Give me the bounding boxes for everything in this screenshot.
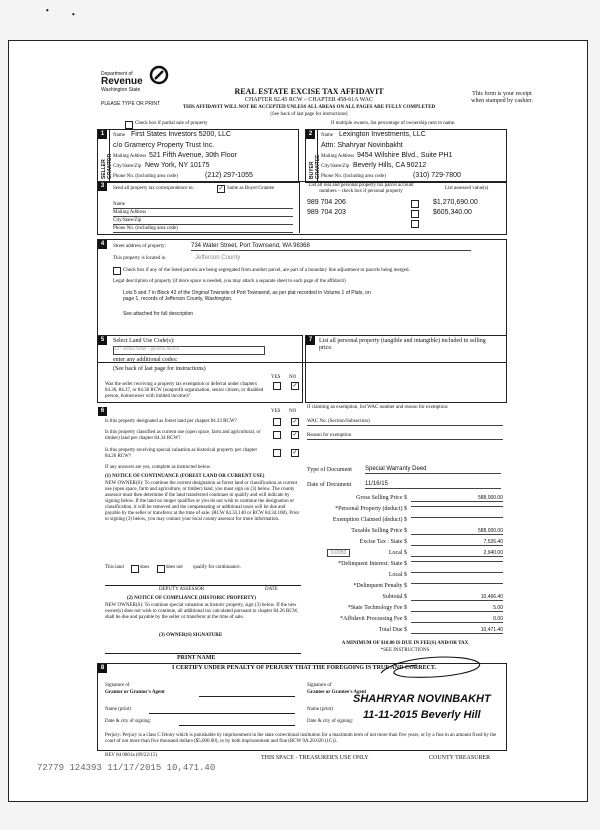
- notice-compliance-text: NEW OWNER(S): To continue special valuation as historic property, sign (3) below. If the new owner(s) does not wish to continue, all additional tax calculated pursuant to chapter 84.26 RCW, shall be due and payable by the seller or transferor at the time of sale.: [105, 603, 299, 620]
- land-use-see-back: (See back of last page for instructions): [113, 366, 206, 372]
- exemption-yes-checkbox[interactable]: [273, 382, 281, 390]
- land-use-select[interactable]: 52 - Retail trade - general merch: [113, 346, 265, 355]
- grantor-date-label: Date & city of signing:: [105, 719, 152, 724]
- owner-signature-label: (3) OWNER(S) SIGNATURE: [159, 633, 223, 638]
- deputy-assessor-label: DEPUTY ASSESSOR: [159, 587, 205, 592]
- assessed-value[interactable]: $1,270,690.00: [433, 199, 478, 206]
- parcel-number[interactable]: 989 704 203: [307, 209, 346, 216]
- tax-row: Excise Tax : State $ 7,526.40: [359, 539, 503, 545]
- personal-property-checkbox[interactable]: [411, 220, 419, 228]
- see-back-note: (See back of last page for instructions): [270, 112, 348, 117]
- tax-row: *Delinquent Interest: State $: [307, 560, 503, 571]
- legal-label: Legal description of property (if more space is needed, you may attach a separate sheet to each page of the affidavit): [113, 279, 346, 284]
- form-title: REAL ESTATE EXCISE TAX AFFIDAVIT: [234, 87, 384, 96]
- assessed-header: List assessed value(s): [445, 186, 489, 191]
- multiple-owners-note: If multiple owners, list percentage of ownership next to name.: [331, 121, 456, 126]
- buyer-city[interactable]: Beverly Hills, CA 90212: [353, 162, 427, 169]
- corr-city-label: City/State/Zip: [113, 218, 293, 225]
- historic-no-checkbox[interactable]: ✓: [292, 450, 298, 456]
- county-treasurer: COUNTY TREASURER: [429, 755, 491, 761]
- grantor-sig-label-2: Grantor or Grantor's Agent: [105, 690, 165, 695]
- buyer-phone-label: Phone No. (including area code): [321, 174, 386, 179]
- tax-value[interactable]: [411, 506, 503, 507]
- grantee-name-label: Name (print): [307, 707, 333, 712]
- buyer-name[interactable]: Lexington Investments, LLC: [339, 131, 426, 138]
- same-as-buyer-label: Same as Buyer/Grantee: [227, 186, 275, 191]
- section-number: 6: [98, 407, 107, 416]
- tax-value[interactable]: [411, 572, 503, 573]
- seller-name[interactable]: First States Investors 5200, LLC: [131, 131, 231, 138]
- treasurer-space: THIS SPACE - TREASURER'S USE ONLY: [261, 755, 369, 761]
- seller-name-label: Name: [113, 133, 125, 138]
- tax-row: Exemption Claimed (deduct) $: [307, 516, 503, 527]
- tax-value[interactable]: [411, 517, 503, 518]
- does-label: does: [140, 565, 150, 570]
- buyer-city-label: City/State/Zip: [321, 164, 350, 169]
- forest-land-question: Is this property designated as forest land per chapter 84.33 RCW?: [105, 419, 237, 424]
- wac-label: WAC No. (Section/Subsection): [307, 419, 503, 426]
- seller-name2[interactable]: c/o Gramercy Property Trust Inc.: [113, 142, 215, 149]
- segregated-label: Check box if any of the listed parcels are being segregated from another parcel, are part of a boundary line adjustment or parcels being merged.: [123, 268, 410, 273]
- section-number: 1: [98, 130, 107, 139]
- section-number: 2: [306, 130, 315, 139]
- same-as-buyer-checkbox[interactable]: ✓: [218, 186, 224, 192]
- partial-sale-label: Check box if partial sale of property: [135, 121, 208, 126]
- section-number: 5: [98, 336, 107, 345]
- tax-row: *Personal Property (deduct) $: [307, 505, 503, 516]
- treasurer-stamp: 72779 124393 11/17/2015 10,471.40: [37, 763, 216, 773]
- seller-phone[interactable]: (212) 297-1055: [205, 172, 253, 179]
- buyer-name-label: Name: [321, 133, 333, 138]
- tax-value[interactable]: 588,000.00: [411, 495, 503, 502]
- perjury-note: Perjury: Perjury is a class C felony which is punishable by imprisonment in the state correctional institution for a maximum term of not more than five years, or by a fine in an amount fixed by the court of not more than five thousand dollars ($5,000.00), or by both imprisonment and fine (RCW 9A.20.020 (1C)).: [105, 733, 497, 744]
- tax-row: Total Due $ 10,471.40: [378, 627, 503, 633]
- seller-phone-label: Phone No. (including area code): [113, 174, 178, 179]
- current-use-question: Is this property classified as current use (open space, farm and agricultural, or timber) land per chapter 84.34 RCW?: [105, 430, 261, 441]
- tax-value[interactable]: 7,526.40: [411, 539, 503, 546]
- tax-row: Subtotal $ 10,466.40: [382, 594, 503, 600]
- see-attached: See attached for full description: [123, 311, 194, 317]
- buyer-address[interactable]: 9454 Wilshire Blvd., Suite PH1: [357, 152, 453, 159]
- see-instructions-note: *SEE INSTRUCTIONS: [380, 648, 430, 653]
- grantee-name[interactable]: SHAHRYAR NOVINBAKHT: [353, 693, 491, 705]
- personal-property-checkbox[interactable]: [411, 210, 419, 218]
- stray-mark: •: [72, 10, 75, 19]
- parcel-number[interactable]: 989 704 206: [307, 199, 346, 206]
- receipt-note: This form is your receipt when stamped by cashier.: [471, 91, 533, 104]
- grantee-sig-label-2: Grantee or Grantee's Agent: [307, 690, 367, 695]
- section-number: 8: [98, 664, 107, 673]
- no-header: NO: [289, 409, 297, 414]
- tax-row: *Delinquent Penalty $: [307, 582, 503, 593]
- seller-city[interactable]: New York, NY 10175: [145, 162, 210, 169]
- affidavit-page: [8, 40, 588, 802]
- assessed-value[interactable]: $605,340.00: [433, 209, 472, 216]
- tax-row: Gross Selling Price $ 588,000.00: [356, 495, 503, 501]
- this-land-label: This land: [105, 565, 124, 570]
- print-name-label: PRINT NAME: [177, 655, 216, 661]
- buyer-phone[interactable]: (310) 729-7800: [413, 172, 461, 179]
- tax-value[interactable]: 10,471.40: [411, 627, 503, 634]
- qualify-label: qualify for continuance.: [193, 565, 241, 570]
- section-number: 4: [98, 240, 107, 249]
- tax-row: *State Technology Fee $ 5.00: [347, 605, 503, 611]
- segregated-checkbox[interactable]: [113, 267, 121, 275]
- corr-phone-label: Phone No. (including area code): [113, 226, 293, 233]
- additional-codes-label: enter any additional codes:: [113, 357, 178, 363]
- legal-description[interactable]: Lots 5 and 7 in Block 42 of the Original Townsite of Port Townsend, as per plat recorded in Volume 1 of Plats, on page 1, records of Jefferson County, Washington.: [123, 290, 371, 302]
- tax-value[interactable]: 10,466.40: [411, 594, 503, 601]
- current-use-no-checkbox[interactable]: ✓: [292, 432, 298, 438]
- tax-row: 0.0050 Local $ 2,940.00: [307, 549, 503, 560]
- seller-city-label: City/State/Zip: [113, 164, 142, 169]
- tax-calculation: [307, 494, 503, 637]
- forest-yes-checkbox[interactable]: [273, 418, 281, 426]
- yes-header: YES: [271, 409, 281, 414]
- yes-header: YES: [271, 375, 281, 380]
- personal-property-checkbox[interactable]: [411, 200, 419, 208]
- doc-type-label: Type of Document: [307, 467, 352, 473]
- reason-label: Reason for exemption: [307, 433, 503, 440]
- exemption-question: Was the seller receiving a property tax exemption or deferral under chapters 84.36, 84.37, or 84.38 RCW (nonprofit organization, senior citizen, or disabled person, homeowner with limited income)?: [105, 382, 264, 399]
- tax-value[interactable]: [411, 561, 503, 562]
- please-type: PLEASE TYPE OR PRINT: [101, 101, 161, 107]
- parcel-list-header: List all real and personal property tax parcel account numbers – check box if personal property: [308, 183, 414, 194]
- local-rate[interactable]: 0.0050: [327, 549, 350, 557]
- current-use-yes-checkbox[interactable]: [273, 431, 281, 439]
- signature-scribble: [377, 653, 485, 683]
- street-label: Street address of property:: [113, 244, 166, 249]
- exemption-no-checkbox[interactable]: ✓: [292, 383, 298, 389]
- seller-address-label: Mailing Address: [113, 154, 147, 159]
- section-number: 7: [306, 336, 315, 345]
- tax-value[interactable]: 0.00: [411, 616, 503, 623]
- does-not-label: does not: [166, 565, 183, 570]
- stray-mark: •: [46, 6, 49, 15]
- located-label: This property is located in: [113, 256, 166, 261]
- seller-side-label: SELLER GRANTOR: [101, 153, 113, 179]
- dept-logo-text: Department of Revenue Washington State: [101, 71, 143, 93]
- land-use-label: Select Land Use Code(s):: [113, 338, 175, 344]
- tax-row: *Affidavit Processing Fee $ 0.00: [339, 616, 503, 622]
- corr-name-label: Name: [113, 202, 293, 209]
- doc-type-value[interactable]: Special Warranty Deed: [365, 466, 501, 474]
- any-yes-note: If any answers are yes, complete as instructed below.: [105, 465, 212, 470]
- grantee-date-city[interactable]: 11-11-2015 Beverly Hill: [363, 709, 481, 721]
- forest-no-checkbox[interactable]: ✓: [292, 419, 298, 425]
- notice-compliance-title: (2) NOTICE OF COMPLIANCE (HISTORIC PROPERTY): [127, 596, 256, 601]
- tax-row: Local $: [307, 571, 503, 582]
- notice-continuance-title: (1) NOTICE OF CONTINUANCE (FOREST LAND OR CURRENT USE): [105, 474, 265, 479]
- buyer-address-label: Mailing Address: [321, 154, 355, 159]
- buyer-side-label: BUYER GRANTEE: [309, 154, 321, 179]
- buyer-name2[interactable]: Attn: Shahryar Novinbakht: [321, 142, 403, 149]
- minimum-due-note: A MINIMUM OF $10.00 IS DUE IN FEE(S) AND/OR TAX: [341, 641, 469, 646]
- corr-address-label: Mailing Address: [113, 210, 293, 217]
- notice-continuance-text: NEW OWNER(S): To continue the current designation as forest land or classification as current use (open space, farm and agriculture, or timber) land, you must sign on (3) below. The county assessor must then determine if the land transferred continues to qualify and will indicate by signing below. If the land no longer qualifies or you do not wish to continue the designation or classification, it will be removed and the compensating or additional taxes will be due and payable by the seller or transferor at the time of sale. (RCW 84.33.140 or RCW 84.34.108). Prior to signing (3) below, you may contact your local county assessor for more information.: [105, 481, 300, 522]
- chapter-line: CHAPTER 82.45 RCW – CHAPTER 458-61A WAC: [245, 97, 373, 103]
- tax-value[interactable]: 5.00: [411, 605, 503, 612]
- certify-statement: I CERTIFY UNDER PENALTY OF PERJURY THAT THE FOREGOING IS TRUE AND CORRECT.: [171, 665, 436, 671]
- assessor-date-label: DATE: [265, 587, 278, 592]
- tax-value[interactable]: 2,940.00: [411, 550, 503, 557]
- partial-sale-checkbox[interactable]: [125, 121, 133, 129]
- does-checkbox[interactable]: [131, 565, 139, 573]
- doc-date-label: Date of Document: [307, 482, 352, 488]
- rev-number: REV 84 0001a (09/22/15): [105, 753, 157, 758]
- grantor-sig-label-1: Signature of: [105, 683, 130, 688]
- located-county[interactable]: Jefferson County: [195, 255, 241, 261]
- grantee-date-label: Date & city of signing:: [307, 719, 354, 724]
- no-header: NO: [289, 375, 297, 380]
- tax-row: Taxable Selling Price $ 588,000.00: [351, 528, 503, 534]
- historic-question: Is this property receiving special valuation as historical property per chapter 84.26 RCW?: [105, 448, 258, 459]
- street-address[interactable]: 734 Water Street, Port Townsend, WA 98368: [191, 243, 471, 251]
- seller-address[interactable]: 521 Fifth Avenue, 30th Floor: [149, 152, 237, 159]
- grantor-name-label: Name (print): [105, 707, 131, 712]
- does-not-checkbox[interactable]: [157, 565, 165, 573]
- not-accepted-note: THIS AFFIDAVIT WILL NOT BE ACCEPTED UNLESS ALL AREAS ON ALL PAGES ARE FULLY COMPLETED: [182, 105, 436, 110]
- tax-value[interactable]: [411, 583, 503, 584]
- doc-date-value[interactable]: 11/16/15: [365, 481, 501, 489]
- section-number: 3: [98, 182, 107, 191]
- tax-value[interactable]: 588,000.00: [411, 528, 503, 535]
- exemption-claim-label: If claiming an exemption, list WAC number and reason for exemption:: [307, 405, 449, 410]
- grantee-sig-label-1: Signature of: [307, 683, 332, 688]
- personal-property-label: List all personal property (tangible and intangible) included in selling price.: [319, 338, 486, 351]
- historic-yes-checkbox[interactable]: [273, 449, 281, 457]
- send-all-label: Send all property tax correspondence to:: [113, 186, 194, 191]
- revenue-logo-icon: [149, 65, 169, 85]
